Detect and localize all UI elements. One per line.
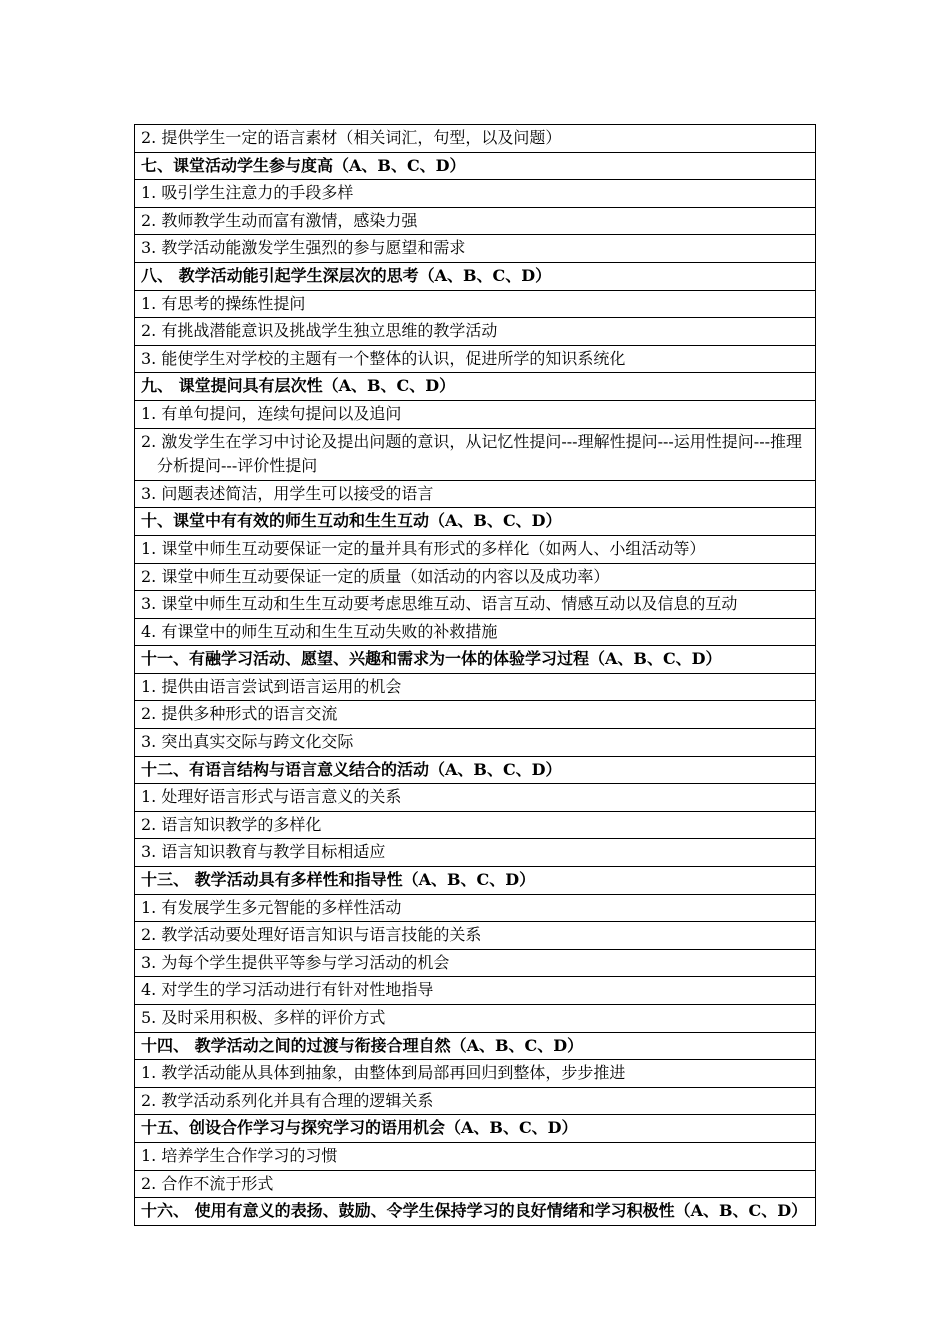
criterion-text: 2. 激发学生在学习中讨论及提出问题的意识，从记忆性提问---理解性提问---运用性提问---推理分析提问---评价性提问 bbox=[135, 428, 816, 480]
criterion-row bbox=[135, 235, 816, 263]
criterion-row bbox=[135, 839, 816, 867]
criterion-text: 4. 对学生的学习活动进行有针对性地指导 bbox=[135, 977, 816, 1005]
section-heading: 九、 课堂提问具有层次性（A、B、C、D） bbox=[135, 373, 816, 401]
criterion-row bbox=[135, 1142, 816, 1170]
criterion-text: 3. 教学活动能激发学生强烈的参与愿望和需求 bbox=[135, 235, 816, 263]
criterion-row bbox=[135, 345, 816, 373]
criterion-text: 2. 有挑战潜能意识及挑战学生独立思维的教学活动 bbox=[135, 318, 816, 346]
section-heading: 七、课堂活动学生参与度高（A、B、C、D） bbox=[135, 152, 816, 180]
criterion-text: 2. 提供学生一定的语言素材（相关词汇，句型，以及问题） bbox=[135, 125, 816, 153]
section-heading-row bbox=[135, 1115, 816, 1143]
section-heading-row bbox=[135, 1198, 816, 1226]
evaluation-criteria-table bbox=[134, 124, 816, 1226]
criterion-row bbox=[135, 480, 816, 508]
criterion-row bbox=[135, 290, 816, 318]
criterion-text: 3. 课堂中师生互动和生生互动要考虑思维互动、语言互动、情感互动以及信息的互动 bbox=[135, 591, 816, 619]
criterion-row bbox=[135, 400, 816, 428]
section-heading: 十六、 使用有意义的表扬、鼓励、令学生保持学习的良好情绪和学习积极性（A、B、C、D） bbox=[135, 1198, 816, 1226]
section-heading-row bbox=[135, 867, 816, 895]
section-heading: 十二、有语言结构与语言意义结合的活动（A、B、C、D） bbox=[135, 756, 816, 784]
section-heading-row bbox=[135, 1032, 816, 1060]
criterion-text: 3. 突出真实交际与跨文化交际 bbox=[135, 729, 816, 757]
section-heading: 十一、有融学习活动、愿望、兴趣和需求为一体的体验学习过程（A、B、C、D） bbox=[135, 646, 816, 674]
criterion-row bbox=[135, 701, 816, 729]
criterion-text: 2. 语言知识教学的多样化 bbox=[135, 811, 816, 839]
criterion-text: 1. 提供由语言尝试到语言运用的机会 bbox=[135, 673, 816, 701]
criterion-text: 3. 能使学生对学校的主题有一个整体的认识，促进所学的知识系统化 bbox=[135, 345, 816, 373]
criteria-table-body bbox=[135, 125, 816, 1226]
criterion-row bbox=[135, 318, 816, 346]
criterion-text: 1. 吸引学生注意力的手段多样 bbox=[135, 180, 816, 208]
criterion-text: 1. 教学活动能从具体到抽象，由整体到局部再回归到整体，步步推进 bbox=[135, 1060, 816, 1088]
criterion-row bbox=[135, 563, 816, 591]
criterion-row bbox=[135, 1170, 816, 1198]
criterion-row bbox=[135, 125, 816, 153]
criterion-text: 5. 及时采用积极、多样的评价方式 bbox=[135, 1005, 816, 1033]
criterion-text: 2. 教师教学生动而富有激情，感染力强 bbox=[135, 207, 816, 235]
section-heading: 十四、 教学活动之间的过渡与衔接合理自然（A、B、C、D） bbox=[135, 1032, 816, 1060]
criterion-text: 1. 有单句提问，连续句提问以及追问 bbox=[135, 400, 816, 428]
criterion-text: 3. 为每个学生提供平等参与学习活动的机会 bbox=[135, 949, 816, 977]
section-heading-row bbox=[135, 262, 816, 290]
criterion-text: 1. 课堂中师生互动要保证一定的量并具有形式的多样化（如两人、小组活动等） bbox=[135, 535, 816, 563]
criterion-row bbox=[135, 784, 816, 812]
section-heading-row bbox=[135, 756, 816, 784]
criterion-row bbox=[135, 673, 816, 701]
criterion-text: 2. 课堂中师生互动要保证一定的质量（如活动的内容以及成功率） bbox=[135, 563, 816, 591]
criterion-text: 2. 合作不流于形式 bbox=[135, 1170, 816, 1198]
section-heading-row bbox=[135, 646, 816, 674]
criterion-row bbox=[135, 949, 816, 977]
criterion-text: 1. 处理好语言形式与语言意义的关系 bbox=[135, 784, 816, 812]
criterion-row bbox=[135, 811, 816, 839]
criterion-text: 1. 有发展学生多元智能的多样性活动 bbox=[135, 894, 816, 922]
criterion-row bbox=[135, 977, 816, 1005]
criterion-text: 2. 教学活动系列化并具有合理的逻辑关系 bbox=[135, 1087, 816, 1115]
section-heading-row bbox=[135, 152, 816, 180]
criterion-row bbox=[135, 207, 816, 235]
criterion-row bbox=[135, 922, 816, 950]
criterion-text: 1. 培养学生合作学习的习惯 bbox=[135, 1142, 816, 1170]
criterion-text: 3. 问题表述简洁，用学生可以接受的语言 bbox=[135, 480, 816, 508]
criterion-text: 2. 教学活动要处理好语言知识与语言技能的关系 bbox=[135, 922, 816, 950]
criterion-row bbox=[135, 428, 816, 480]
criterion-row bbox=[135, 894, 816, 922]
criterion-text: 3. 语言知识教育与教学目标相适应 bbox=[135, 839, 816, 867]
criterion-row bbox=[135, 1087, 816, 1115]
section-heading: 八、 教学活动能引起学生深层次的思考（A、B、C、D） bbox=[135, 262, 816, 290]
criterion-row bbox=[135, 180, 816, 208]
section-heading: 十、课堂中有有效的师生互动和生生互动（A、B、C、D） bbox=[135, 508, 816, 536]
criterion-row bbox=[135, 1060, 816, 1088]
criterion-text: 4. 有课堂中的师生互动和生生互动失败的补救措施 bbox=[135, 618, 816, 646]
criterion-text: 1. 有思考的操练性提问 bbox=[135, 290, 816, 318]
section-heading: 十三、 教学活动具有多样性和指导性（A、B、C、D） bbox=[135, 867, 816, 895]
criterion-row bbox=[135, 1005, 816, 1033]
section-heading-row bbox=[135, 508, 816, 536]
criterion-text: 2. 提供多种形式的语言交流 bbox=[135, 701, 816, 729]
criterion-row bbox=[135, 591, 816, 619]
section-heading-row bbox=[135, 373, 816, 401]
criterion-row bbox=[135, 535, 816, 563]
criterion-row bbox=[135, 729, 816, 757]
criterion-row bbox=[135, 618, 816, 646]
section-heading: 十五、创设合作学习与探究学习的语用机会（A、B、C、D） bbox=[135, 1115, 816, 1143]
